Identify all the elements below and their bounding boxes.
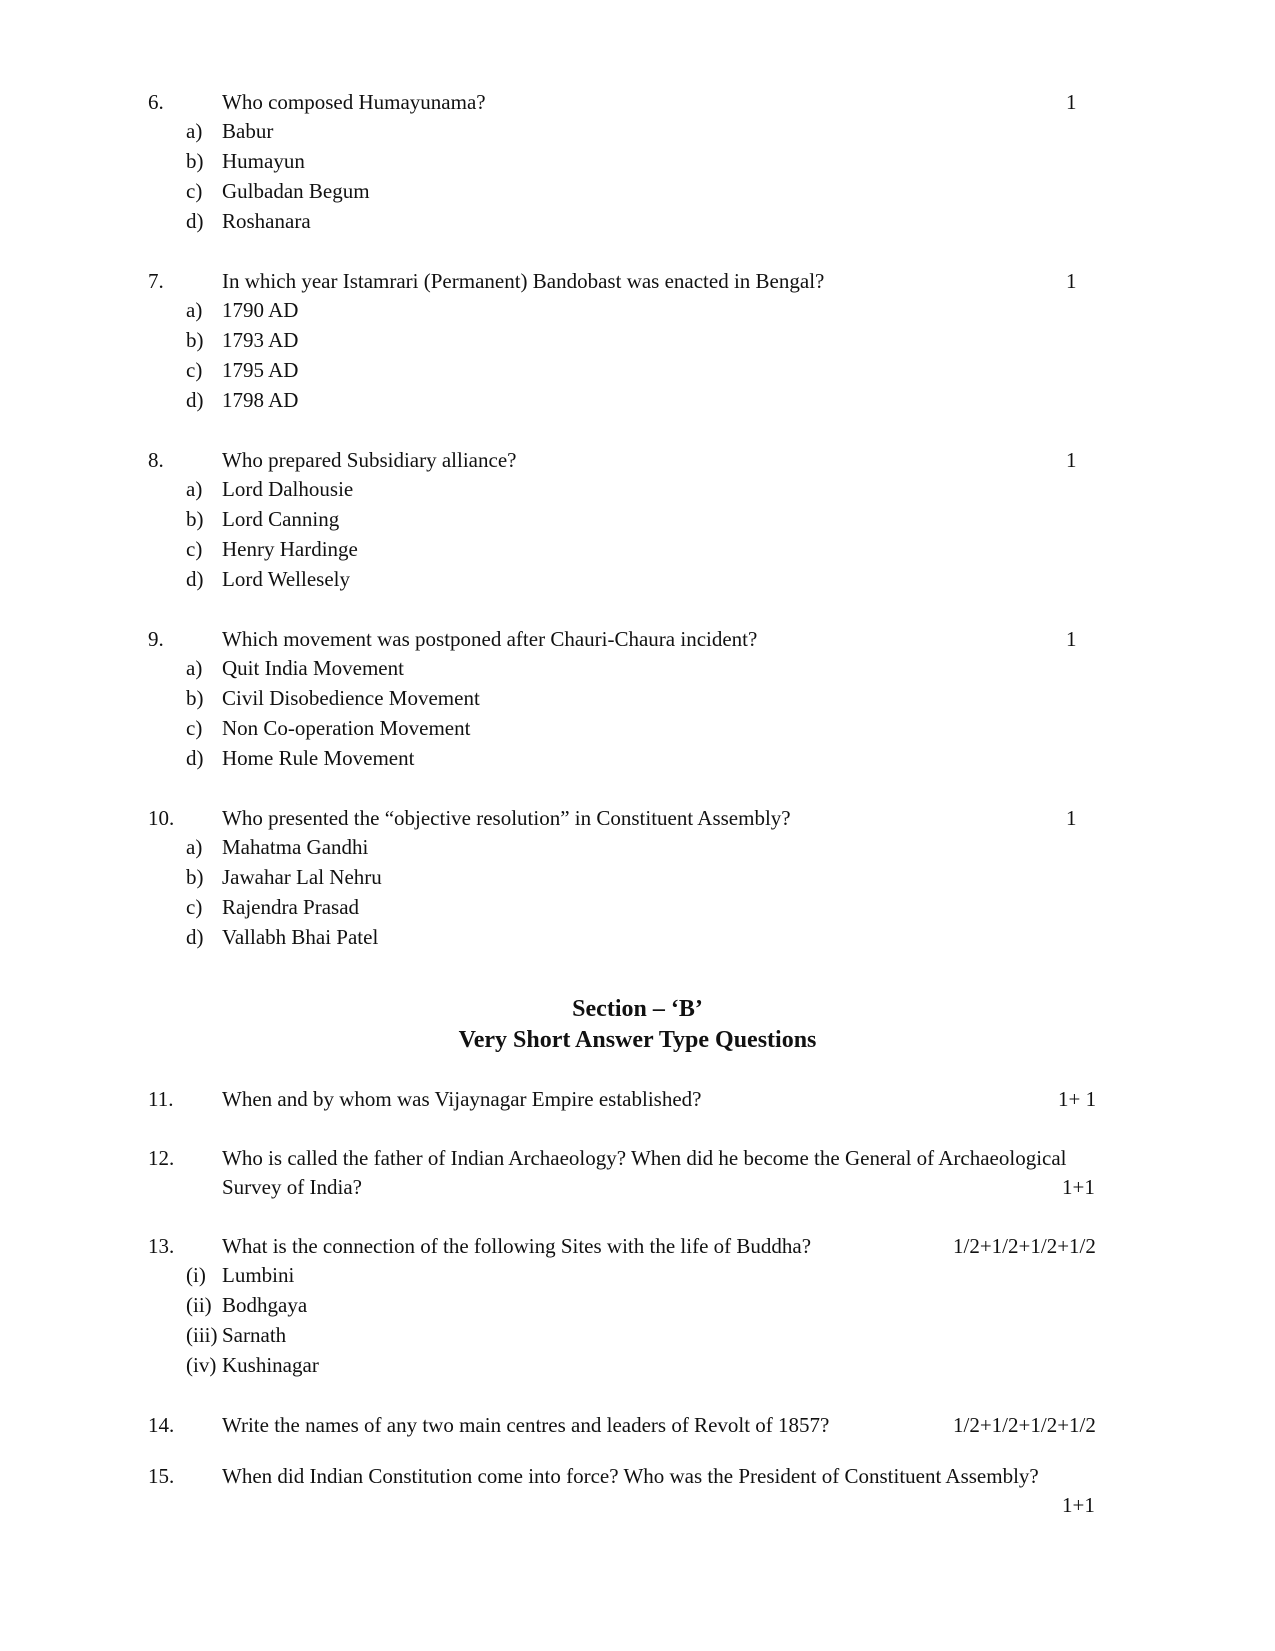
question-marks: 1/2+1/2+1/2+1/2 — [953, 1413, 1096, 1437]
question-13 — [148, 1232, 1138, 1381]
option-text: Babur — [222, 119, 274, 143]
option-a — [148, 117, 1138, 147]
option-text: Jawahar Lal Nehru — [222, 865, 382, 889]
item-text: Bodhgaya — [222, 1293, 308, 1317]
option-label: a) — [186, 656, 203, 680]
option-text: Civil Disobedience Movement — [222, 686, 480, 710]
question-text: Who prepared Subsidiary alliance? — [222, 448, 517, 472]
option-text: Rajendra Prasad — [222, 895, 360, 919]
option-label: b) — [186, 507, 204, 531]
question-number: 14. — [148, 1413, 175, 1437]
option-text: Henry Hardinge — [222, 537, 358, 561]
question-text: When and by whom was Vijaynagar Empire established? — [222, 1087, 702, 1111]
question-number: 7. — [148, 269, 164, 293]
question-10 — [148, 804, 1138, 953]
question-text: Which movement was postponed after Chauri-Chaura incident? — [222, 627, 758, 651]
option-text: Gulbadan Begum — [222, 179, 370, 203]
question-text: In which year Istamrari (Permanent) Bandobast was enacted in Bengal? — [222, 269, 825, 293]
option-text: Lord Wellesely — [222, 567, 350, 591]
question-marks: 1+ 1 — [1058, 1087, 1097, 1111]
question-number: 8. — [148, 448, 164, 472]
question-marks: 1 — [1066, 806, 1077, 830]
option-c — [148, 177, 1138, 207]
option-label: a) — [186, 477, 203, 501]
option-text: 1790 AD — [222, 298, 299, 322]
question-11 — [148, 1085, 1138, 1114]
option-d — [148, 207, 1138, 237]
option-text: Lord Canning — [222, 507, 340, 531]
option-text: Vallabh Bhai Patel — [222, 925, 379, 949]
option-c — [148, 356, 1138, 386]
option-label: c) — [186, 179, 203, 203]
option-c — [148, 893, 1138, 923]
question-12 — [148, 1144, 1138, 1202]
option-text: Mahatma Gandhi — [222, 835, 369, 859]
option-d — [148, 744, 1138, 774]
option-text: 1798 AD — [222, 388, 299, 412]
option-label: a) — [186, 119, 203, 143]
item-label: (iv) — [186, 1353, 217, 1377]
option-text: 1793 AD — [222, 328, 299, 352]
option-c — [148, 535, 1138, 565]
option-label: d) — [186, 925, 204, 949]
option-b — [148, 684, 1138, 714]
site-item — [148, 1351, 1138, 1381]
question-7 — [148, 267, 1138, 416]
question-marks: 1 — [1066, 627, 1077, 651]
site-item — [148, 1291, 1138, 1321]
question-marks: 1 — [1066, 90, 1077, 114]
question-marks: 1 — [1066, 448, 1077, 472]
question-text-line-1: Who is called the father of Indian Archaeology? When did he become the General of Archaeological — [222, 1146, 1067, 1170]
option-a — [148, 475, 1138, 505]
question-number: 13. — [148, 1234, 175, 1258]
option-label: b) — [186, 686, 204, 710]
option-text: Lord Dalhousie — [222, 477, 354, 501]
option-label: c) — [186, 895, 203, 919]
option-text: Non Co-operation Movement — [222, 716, 471, 740]
option-c — [148, 714, 1138, 744]
question-text: Who presented the “objective resolution” in Constituent Assembly? — [222, 806, 791, 830]
option-label: b) — [186, 328, 204, 352]
option-label: c) — [186, 537, 203, 561]
option-b — [148, 147, 1138, 177]
item-label: (ii) — [186, 1293, 212, 1317]
site-item — [148, 1321, 1138, 1351]
question-8 — [148, 446, 1138, 595]
option-text: Quit India Movement — [222, 656, 404, 680]
option-a — [148, 296, 1138, 326]
question-marks: 1/2+1/2+1/2+1/2 — [953, 1234, 1096, 1258]
question-text: Write the names of any two main centres and leaders of Revolt of 1857? — [222, 1413, 830, 1437]
section-heading — [0, 994, 1275, 1056]
item-text: Kushinagar — [222, 1353, 319, 1377]
option-label: b) — [186, 865, 204, 889]
option-b — [148, 863, 1138, 893]
question-14 — [148, 1411, 1138, 1440]
option-a — [148, 654, 1138, 684]
option-label: d) — [186, 209, 204, 233]
option-d — [148, 923, 1138, 953]
option-label: d) — [186, 388, 204, 412]
question-text-line-2: Survey of India? — [222, 1175, 362, 1199]
question-number: 10. — [148, 806, 175, 830]
question-text: When did Indian Constitution come into force? Who was the President of Constituent Assembly? — [222, 1464, 1039, 1488]
item-text: Lumbini — [222, 1263, 295, 1287]
option-d — [148, 386, 1138, 416]
option-text: Humayun — [222, 149, 305, 173]
item-label: (i) — [186, 1263, 206, 1287]
question-marks: 1+1 — [1062, 1175, 1095, 1199]
question-text: What is the connection of the following Sites with the life of Buddha? — [222, 1234, 812, 1258]
question-number: 12. — [148, 1146, 175, 1170]
option-d — [148, 565, 1138, 595]
item-label: (iii) — [186, 1323, 218, 1347]
section-subtitle: Very Short Answer Type Questions — [458, 1027, 817, 1053]
option-label: c) — [186, 358, 203, 382]
item-text: Sarnath — [222, 1323, 287, 1347]
question-marks: 1+1 — [1062, 1493, 1095, 1517]
option-label: a) — [186, 835, 203, 859]
option-b — [148, 505, 1138, 535]
option-text: 1795 AD — [222, 358, 299, 382]
option-label: a) — [186, 298, 203, 322]
option-b — [148, 326, 1138, 356]
question-6 — [148, 88, 1138, 237]
question-number: 11. — [148, 1087, 174, 1111]
option-label: d) — [186, 567, 204, 591]
option-text: Roshanara — [222, 209, 311, 233]
question-marks: 1 — [1066, 269, 1077, 293]
question-number: 9. — [148, 627, 164, 651]
option-label: d) — [186, 746, 204, 770]
option-label: b) — [186, 149, 204, 173]
question-number: 6. — [148, 90, 164, 114]
question-15 — [148, 1462, 1138, 1520]
option-a — [148, 833, 1138, 863]
question-number: 15. — [148, 1464, 175, 1488]
section-title: Section – ‘B’ — [572, 996, 703, 1022]
question-9 — [148, 625, 1138, 774]
site-item — [148, 1261, 1138, 1291]
option-text: Home Rule Movement — [222, 746, 415, 770]
option-label: c) — [186, 716, 203, 740]
question-text: Who composed Humayunama? — [222, 90, 486, 114]
